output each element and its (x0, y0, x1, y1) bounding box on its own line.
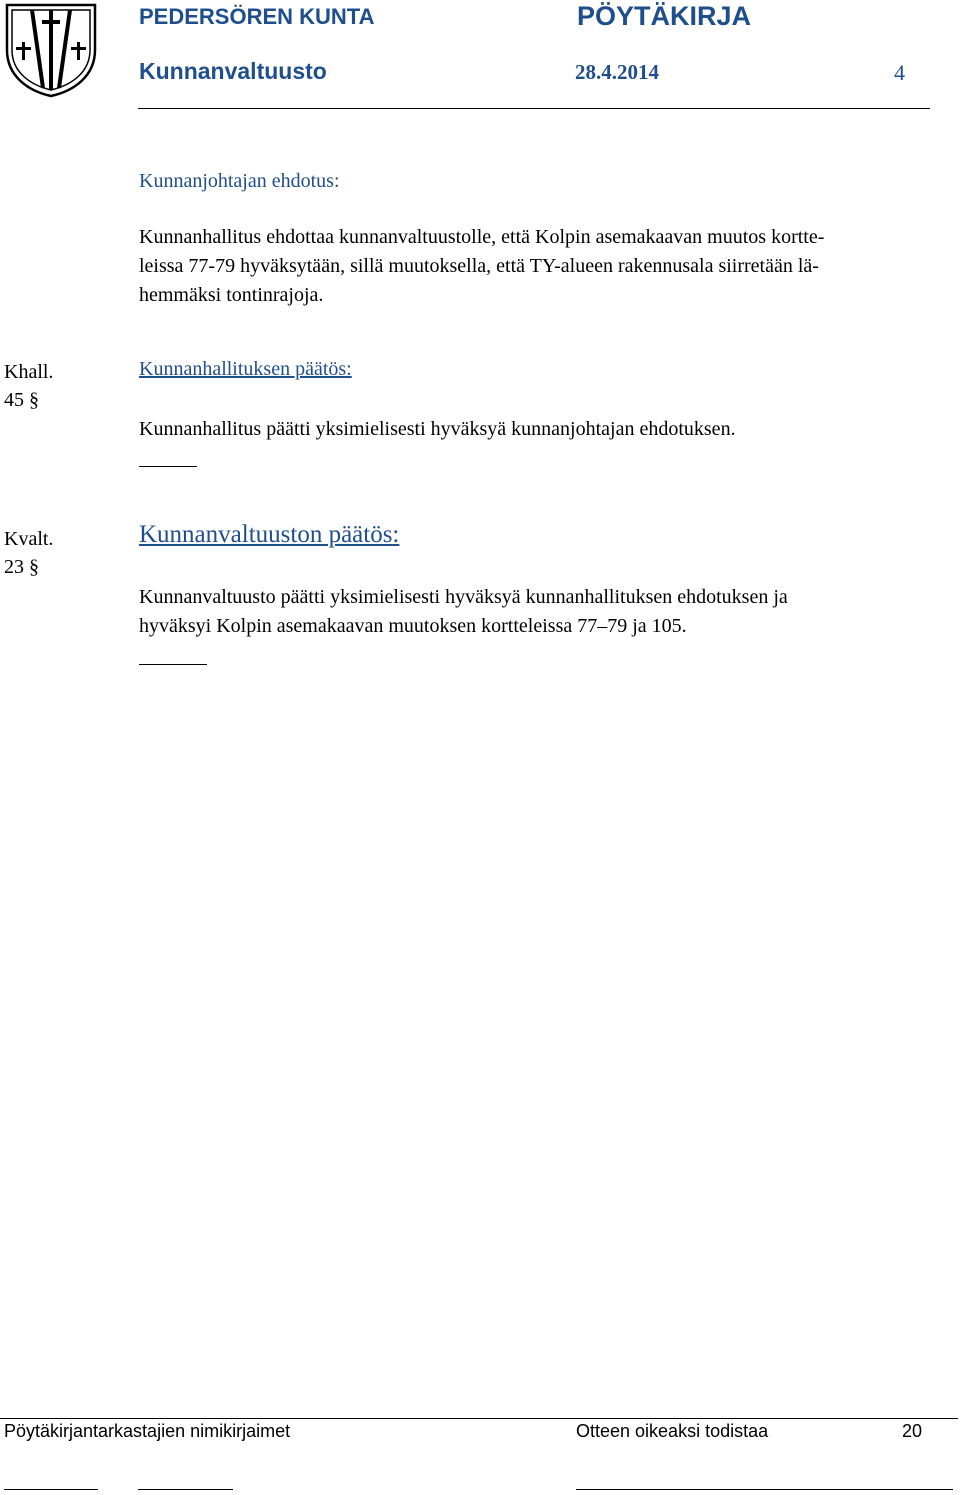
council-body-label: Kvalt. (4, 528, 54, 550)
board-body-label: Khall. (4, 361, 54, 383)
council-decision-heading: Kunnanvaltuuston päätös: (139, 521, 400, 548)
council-end-rule (139, 664, 207, 665)
proposal-line: hemmäksi tontinrajoja. (139, 284, 324, 306)
signature-line (4, 1489, 98, 1490)
footer-divider (0, 1418, 958, 1419)
council-section-number: 23 § (4, 556, 39, 578)
meeting-date: 28.4.2014 (575, 60, 659, 84)
page-number: 4 (894, 60, 905, 85)
board-section-label (4, 358, 53, 414)
council-decision-text (139, 583, 929, 641)
proposal-line: leissa 77-79 hyväksytään, sillä muutoksella, että TY-alueen rakennusala siirretään lä- (139, 255, 819, 277)
footer-number: 20 (902, 1421, 923, 1441)
organization-name: PEDERSÖREN KUNTA (139, 4, 375, 29)
board-section-number: 45 § (4, 389, 39, 411)
footer-initials-label: Pöytäkirjantarkastajien nimikirjaimet (4, 1421, 291, 1441)
meeting-body: Kunnanvaltuusto (139, 58, 327, 84)
header-divider (138, 108, 930, 109)
board-decision-text: Kunnanhallitus päätti yksimielisesti hyväksyä kunnanjohtajan ehdotuksen. (139, 418, 736, 440)
board-end-rule (139, 466, 197, 467)
coat-of-arms-icon (4, 2, 98, 98)
proposal-heading: Kunnanjohtajan ehdotus: (139, 170, 340, 192)
council-line: Kunnanvaltuusto päätti yksimielisesti hyväksyä kunnanhallituksen ehdotuksen ja (139, 586, 788, 608)
proposal-text (139, 223, 929, 310)
footer-certification-label: Otteen oikeaksi todistaa (576, 1421, 769, 1441)
council-section-label (4, 525, 53, 581)
signature-line (576, 1489, 953, 1490)
proposal-line: Kunnanhallitus ehdottaa kunnanvaltuustolle, että Kolpin asemakaavan muutos kortte- (139, 226, 825, 248)
document-type: PÖYTÄKIRJA (577, 1, 752, 31)
board-decision-heading: Kunnanhallituksen päätös: (139, 358, 352, 380)
signature-line (138, 1489, 233, 1490)
council-line: hyväksyi Kolpin asemakaavan muutoksen kortteleissa 77–79 ja 105. (139, 615, 687, 637)
